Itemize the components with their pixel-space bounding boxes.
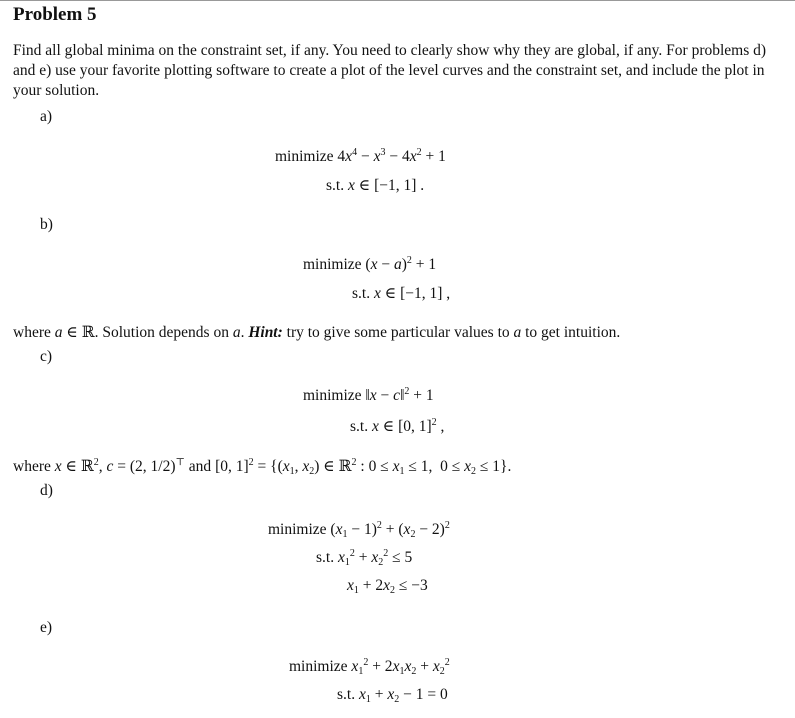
objective-e: minimize $x_1^2 + 2x_1x_2 + x_2^2$ xyxy=(289,657,450,677)
top-rule xyxy=(0,0,795,1)
minimize-keyword: minimize xyxy=(303,256,362,273)
objective-d: minimize $(x_1 - 1)^2 + (x_2 - 2)^2$ xyxy=(268,520,450,540)
constraint-d-1: s.t. $x_1^2 + x_2^2 \le 5$ xyxy=(316,548,413,568)
st-keyword: s.t. xyxy=(352,285,371,302)
objective-c: minimize ‖x − c‖$^2$ + 1 xyxy=(303,386,434,404)
st-keyword: s.t. xyxy=(316,549,335,566)
constraint-b: s.t. x ∈ [−1, 1] , xyxy=(352,285,451,302)
problem-intro: Find all global minima on the constraint set, if any. You need to clearly show why they are global, if any. For problems d) and e) use your favorite plotting software to create a plot of the level curves and the constraint set, and include the plot in your solution. xyxy=(13,42,767,99)
label-a: a) xyxy=(40,108,53,125)
minimize-keyword: minimize xyxy=(289,658,348,675)
st-keyword: s.t. xyxy=(337,686,356,703)
st-keyword: s.t. xyxy=(326,177,345,194)
objective-b: minimize $(x - a)^2 + 1$ xyxy=(303,255,437,273)
note-b: where a ∈ ℝ. Solution depends on a. Hint: try to give some particular values to a to get intuition. xyxy=(13,324,621,341)
constraint-d-2: $x_1 + 2x_2 \le -3$ xyxy=(347,577,428,596)
label-b: b) xyxy=(40,216,53,233)
label-e: e) xyxy=(40,619,53,636)
minimize-keyword: minimize xyxy=(303,387,362,404)
st-keyword: s.t. xyxy=(350,418,369,435)
problem-title: Problem 5 xyxy=(13,4,97,25)
constraint-c: s.t. x ∈ [0, 1]$^2$ , xyxy=(350,417,445,435)
label-d: d) xyxy=(40,482,53,499)
note-c: where x ∈ ℝ$^2$, c = (2, 1/2)⊤ and [0, $1]^2 = \{(x_1$, $x_2$) ∈ ℝ$^2$ : $0 \le x_1 \le 1$, $0 \le x_2 \le 1$}. xyxy=(13,457,512,477)
minimize-keyword: minimize xyxy=(268,521,327,538)
label-c: c) xyxy=(40,348,53,365)
objective-a: minimize $4x^4 - x^3 - 4x^2 + 1$ xyxy=(275,147,446,165)
constraint-e: s.t. $x_1 + x_2 - 1 = 0$ xyxy=(337,686,448,705)
minimize-keyword: minimize xyxy=(275,148,334,165)
constraint-a: s.t. x ∈ [−1, 1] . xyxy=(326,177,425,194)
